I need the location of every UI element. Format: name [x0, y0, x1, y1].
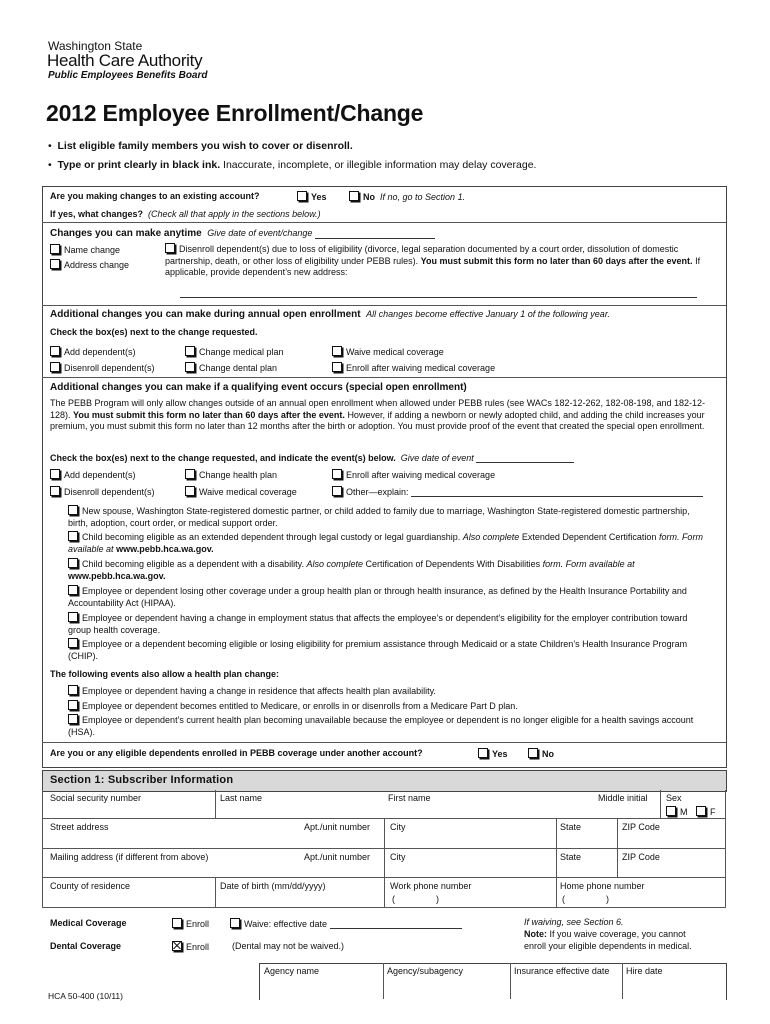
event-3[interactable]: Child becoming eligible as a dependent with a disability. Also complete Certification of Dependents With Disabilities form. Form available at www.pebb.hca.wa.gov. [68, 559, 635, 581]
section-1-heading: Section 1: Subscriber Information [50, 774, 234, 786]
hire-date-label: Hire date [626, 966, 663, 976]
sex-f-checkbox[interactable]: F [696, 806, 716, 817]
home-phone-area-open: ( [562, 894, 565, 904]
page-title: 2012 Employee Enrollment/Change [46, 100, 424, 126]
anytime-heading: Changes you can make anytime Give date of event/change [50, 228, 435, 239]
disenroll-option[interactable]: Disenroll dependent(s) due to loss of eligibility (divorce, legal separation documented by a court order, dissolution of domestic partnership, death, or other loss of eligibility under PEBB rules). You must submit this form no later than 60 days after the event. If applicable, provide dependent’s new address: [165, 244, 701, 277]
mailing-city-label: City [390, 852, 406, 862]
annual-disenroll[interactable]: Disenroll dependent(s) [50, 362, 155, 373]
logo-line-2: Health Care Authority [47, 51, 203, 70]
if-yes: If yes, what changes? (Check all that apply in the sections below.) [50, 209, 321, 219]
annual-add-dependent[interactable]: Add dependent(s) [50, 346, 136, 357]
dental-coverage-label: Dental Coverage [50, 941, 122, 951]
sex-label: Sex [666, 793, 682, 803]
hp-event-3[interactable]: Employee or dependent’s current health plan becoming unavailable because the employee or dependent is no longer eligible for a health savings account (HSA). [68, 715, 694, 737]
logo-line-3: Public Employees Benefits Board [48, 70, 208, 81]
annual-change-medical[interactable]: Change medical plan [185, 346, 284, 357]
special-check-label: Check the box(es) next to the change requested, and indicate the event(s) below. Give date of event [50, 452, 574, 463]
logo-line-1: Washington State [48, 39, 143, 53]
another-yes[interactable]: Yes [478, 748, 508, 759]
medical-waive-checkbox[interactable]: Waive: effective date [230, 918, 462, 929]
waiving-note-2: Note: If you waive coverage, you cannot [524, 929, 686, 939]
city-label: City [390, 822, 406, 832]
insurance-effective-date-label: Insurance effective date [514, 966, 610, 976]
waiving-note-3: enroll your eligible dependents in medical. [524, 941, 692, 951]
first-name-label: First name [388, 793, 431, 803]
mailing-address-label: Mailing address (if different from above) [50, 852, 209, 862]
special-disenroll[interactable]: Disenroll dependent(s) [50, 486, 155, 497]
event-6[interactable]: Employee or a dependent becoming eligible or losing eligibility for premium assistance through Medicaid or a state Children’s Health Insurance Program (CHIP). [68, 639, 688, 661]
existing-question: Are you making changes to an existing account? [50, 191, 260, 201]
hp-event-1[interactable]: Employee or dependent having a change in residence that affects health plan availability. [68, 685, 436, 698]
annual-waive-medical[interactable]: Waive medical coverage [332, 346, 444, 357]
mailing-state-label: State [560, 852, 582, 862]
annual-check-label: Check the box(es) next to the change requested. [50, 327, 258, 337]
dental-note: (Dental may not be waived.) [232, 941, 345, 951]
event-2[interactable]: Child becoming eligible as an extended dependent through legal custody or legal guardianship. Also complete Extended Dependent Certification form. Form available at www.pebb.hca.wa.gov. [68, 532, 703, 554]
hp-event-2[interactable]: Employee or dependent becomes entitled to Medicare, or enrolls in or disenrolls from a Medicare Part D plan. [68, 700, 518, 713]
work-phone-area-open: ( [392, 894, 395, 904]
form-number: HCA 50-400 (10/11) [48, 991, 123, 1001]
name-change-option[interactable]: Name change [50, 244, 120, 255]
zip-label: ZIP Code [622, 822, 660, 832]
special-other[interactable]: Other—explain: [332, 486, 703, 497]
annual-change-dental[interactable]: Change dental plan [185, 362, 277, 373]
address-change-option[interactable]: Address change [50, 259, 129, 270]
apt-unit-label: Apt./unit number [304, 822, 371, 832]
medical-coverage-label: Medical Coverage [50, 918, 127, 928]
ssn-label: Social security number [50, 793, 142, 803]
county-label: County of residence [50, 881, 131, 891]
event-4[interactable]: Employee or dependent losing other coverage under a group health plan or through health insurance, as defined by the Health Insurance Portability and Accountability Act (HIPAA). [68, 586, 687, 608]
existing-no[interactable]: No If no, go to Section 1. [349, 191, 465, 202]
sex-m-checkbox[interactable]: M [666, 806, 688, 817]
special-waive-medical[interactable]: Waive medical coverage [185, 486, 297, 497]
health-plan-change-label: The following events also allow a health plan change: [50, 669, 280, 679]
home-phone-label: Home phone number [560, 881, 645, 891]
bullet-1: • List eligible family members you wish to cover or disenroll. [48, 140, 353, 152]
special-paragraph: The PEBB Program will only allow changes outside of an annual open enrollment when allowed under PEBB rules (see WACs 182-12-262, 182-08-198, and 182-12-128). You must submit this form no later than 60 days after the event. However, if adding a newborn or newly adopted child, and adding the child increases your premium, you must submit this form no later than 12 months after the birth or adoption. You must provide proof of the event that created the special open enrollment. [50, 398, 706, 431]
dental-enroll-checkbox[interactable]: Enroll [172, 941, 209, 952]
medical-enroll-checkbox[interactable]: Enroll [172, 918, 209, 929]
event-1[interactable]: New spouse, Washington State-registered domestic partner, or child added to family due to marriage, Washington State-registered domestic partnership, birth, adoption, court order, or medical support order. [68, 506, 690, 528]
special-change-health-plan[interactable]: Change health plan [185, 469, 277, 480]
annual-enroll-after-waive[interactable]: Enroll after waiving medical coverage [332, 362, 495, 373]
annual-heading: Additional changes you can make during annual open enrollment All changes become effective January 1 of the following year. [50, 309, 610, 320]
work-phone-label: Work phone number [390, 881, 472, 891]
existing-yes[interactable]: Yes [297, 191, 327, 202]
middle-initial-label: Middle initial [598, 793, 648, 803]
mailing-zip-label: ZIP Code [622, 852, 660, 862]
last-name-label: Last name [220, 793, 263, 803]
state-label: State [560, 822, 582, 832]
special-add-dependent[interactable]: Add dependent(s) [50, 469, 136, 480]
mailing-apt-label: Apt./unit number [304, 852, 371, 862]
another-no[interactable]: No [528, 748, 554, 759]
event-5[interactable]: Employee or dependent having a change in employment status that affects the employee’s or dependent’s eligibility for the employer contribution toward group health coverage. [68, 613, 688, 635]
another-account-question: Are you or any eligible dependents enrolled in PEBB coverage under another account? [50, 748, 423, 758]
home-phone-area-close: ) [606, 894, 609, 904]
special-enroll-after-waive[interactable]: Enroll after waiving medical coverage [332, 469, 495, 480]
agency-subagency-label: Agency/subagency [387, 966, 464, 976]
special-heading: Additional changes you can make if a qualifying event occurs (special open enrollment) [50, 382, 467, 393]
bullet-2: • Type or print clearly in black ink. Inaccurate, incomplete, or illegible information may delay coverage. [48, 159, 537, 171]
dob-label: Date of birth (mm/dd/yyyy) [220, 881, 326, 891]
work-phone-area-close: ) [436, 894, 439, 904]
street-address-label: Street address [50, 822, 109, 832]
waiving-note-1: If waiving, see Section 6. [524, 917, 624, 927]
agency-name-label: Agency name [264, 966, 320, 976]
